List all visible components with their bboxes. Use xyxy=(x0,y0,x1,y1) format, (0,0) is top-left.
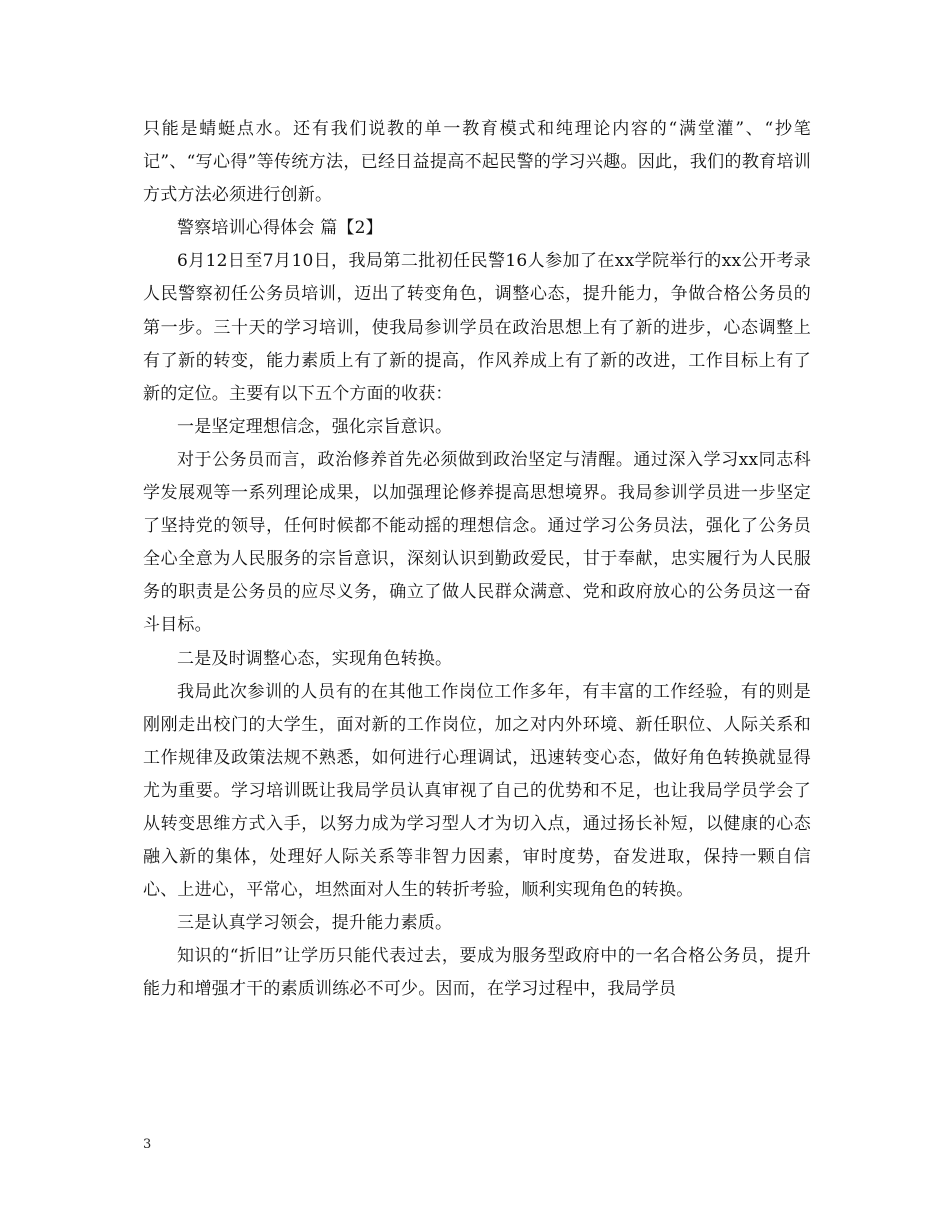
point-heading-3: 三是认真学习领会，提升能力素质。 xyxy=(177,913,453,934)
document-body xyxy=(143,113,811,1007)
page-number: 3 xyxy=(143,1137,152,1152)
point-heading-1: 一是坚定理想信念，强化宗旨意识。 xyxy=(177,416,453,437)
paragraph-intro: 6月12日至7月10日，我局第二批初任民警16人参加了在xx学院举行的xx公开考录人民警察初任公务员培训，迈出了转变角色，调整心态，提升能力，争做合格公务员的第一步。三十天的学习培训，使我局参训学员在政治思想上有了新的进步，心态调整上有了新的转变，能力素质上有了新的提高，作风养成上有了新的改进，工作目标上有了新的定位。主要有以下五个方面的收获： xyxy=(143,251,811,404)
paragraph-point-1: 对于公务员而言，政治修养首先必须做到政治坚定与清醒。通过深入学习xx同志科学发展观等一系列理论成果，以加强理论修养提高思想境界。我局参训学员进一步坚定了坚持党的领导，任何时候都不能动摇的理想信念。通过学习公务员法，强化了公务员全心全意为人民服务的宗旨意识，深刻认识到勤政爱民，甘于奉献，忠实履行为人民服务的职责是公务员的应尽义务，确立了做人民群众满意、党和政府放心的公务员这一奋斗目标。 xyxy=(143,449,811,636)
point-heading-2: 二是及时调整心态，实现角色转换。 xyxy=(177,648,453,669)
paragraph-point-2: 我局此次参训的人员有的在其他工作岗位工作多年，有丰富的工作经验，有的则是刚刚走出校门的大学生，面对新的工作岗位，加之对内外环境、新任职位、人际关系和工作规律及政策法规不熟悉，如何进行心理调试，迅速转变心态，做好角色转换就显得尤为重要。学习培训既让我局学员认真审视了自己的优势和不足，也让我局学员学会了从转变思维方式入手，以努力成为学习型人才为切入点，通过扬长补短，以健康的心态融入新的集体，处理好人际关系等非智力因素，审时度势，奋发进取，保持一颗自信心、上进心，平常心，坦然面对人生的转折考验，顺利实现角色的转换。 xyxy=(143,681,811,901)
paragraph-point-3: 知识的“折旧”让学历只能代表过去，要成为服务型政府中的一名合格公务员，提升能力和增强才干的素质训练必不可少。因而，在学习过程中，我局学员 xyxy=(143,946,811,1000)
section-heading: 警察培训心得体会 篇【2】 xyxy=(177,218,383,239)
paragraph-continuation: 只能是蜻蜓点水。还有我们说教的单一教育模式和纯理论内容的“满堂灌”、“抄笔记”、“写心得”等传统方法，已经日益提高不起民警的学习兴趣。因此，我们的教育培训方式方法必须进行创新。 xyxy=(143,119,811,206)
